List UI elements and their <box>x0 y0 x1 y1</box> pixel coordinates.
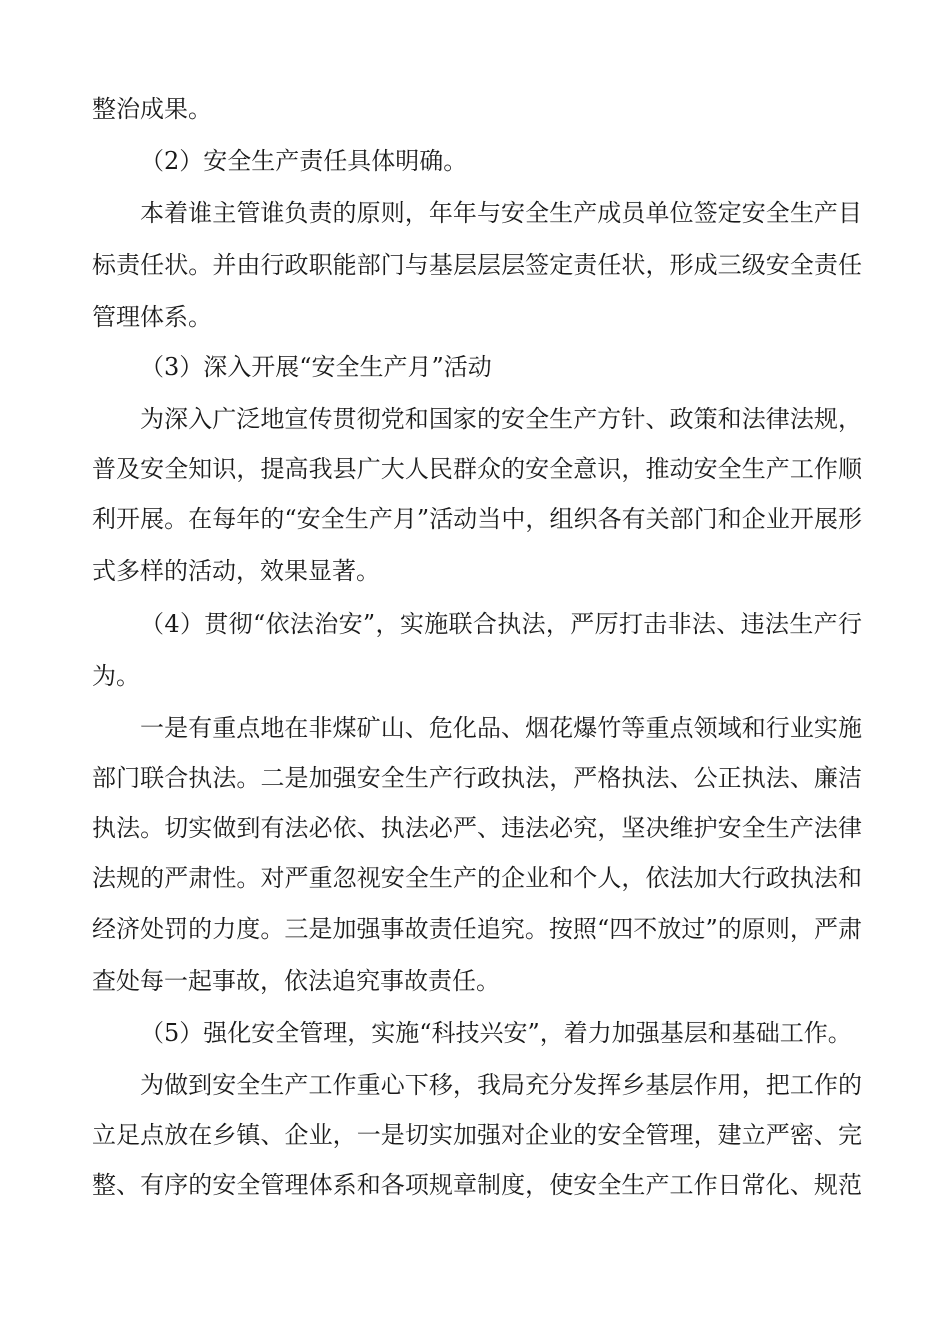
section-heading: （5）强化安全管理，实施“科技兴安”，着力加强基层和基础工作。 <box>140 1019 852 1047</box>
text-line: 执法。切实做到有法必依、执法必严、违法必究，坚决维护安全生产法律 <box>92 814 862 842</box>
text-line: 立足点放在乡镇、企业，一是切实加强对企业的安全管理，建立严密、完 <box>92 1121 862 1149</box>
text-line: 整治成果。 <box>92 95 212 123</box>
text-line: 法规的严肃性。对严重忽视安全生产的企业和个人，依法加大行政执法和 <box>92 864 862 892</box>
text-line: 式多样的活动，效果显著。 <box>92 557 380 585</box>
text-line: 部门联合执法。二是加强安全生产行政执法，严格执法、公正执法、廉洁 <box>92 764 862 792</box>
text-line: 为。 <box>92 662 140 690</box>
text-line: 为做到安全生产工作重心下移，我局充分发挥乡基层作用，把工作的 <box>140 1071 862 1099</box>
section-heading: （3）深入开展“安全生产月”活动 <box>140 353 492 381</box>
section-heading: （4）贯彻“依法治安”，实施联合执法，严厉打击非法、违法生产行 <box>140 610 862 638</box>
text-line: 经济处罚的力度。三是加强事故责任追究。按照“四不放过”的原则，严肃 <box>92 915 862 943</box>
text-line: 标责任状。并由行政职能部门与基层层层签定责任状，形成三级安全责任 <box>92 251 862 279</box>
section-heading: （2）安全生产责任具体明确。 <box>140 147 468 175</box>
text-line: 整、有序的安全管理体系和各项规章制度，使安全生产工作日常化、规范 <box>92 1171 862 1199</box>
text-line: 普及安全知识，提高我县广大人民群众的安全意识，推动安全生产工作顺 <box>92 455 862 483</box>
text-line: 为深入广泛地宣传贯彻党和国家的安全生产方针、政策和法律法规， <box>140 405 862 433</box>
text-line: 本着谁主管谁负责的原则，年年与安全生产成员单位签定安全生产目 <box>140 199 862 227</box>
text-line: 利开展。在每年的“安全生产月”活动当中，组织各有关部门和企业开展形 <box>92 505 862 533</box>
text-line: 一是有重点地在非煤矿山、危化品、烟花爆竹等重点领域和行业实施 <box>140 714 862 742</box>
text-line: 管理体系。 <box>92 303 212 331</box>
text-line: 查处每一起事故，依法追究事故责任。 <box>92 967 500 995</box>
